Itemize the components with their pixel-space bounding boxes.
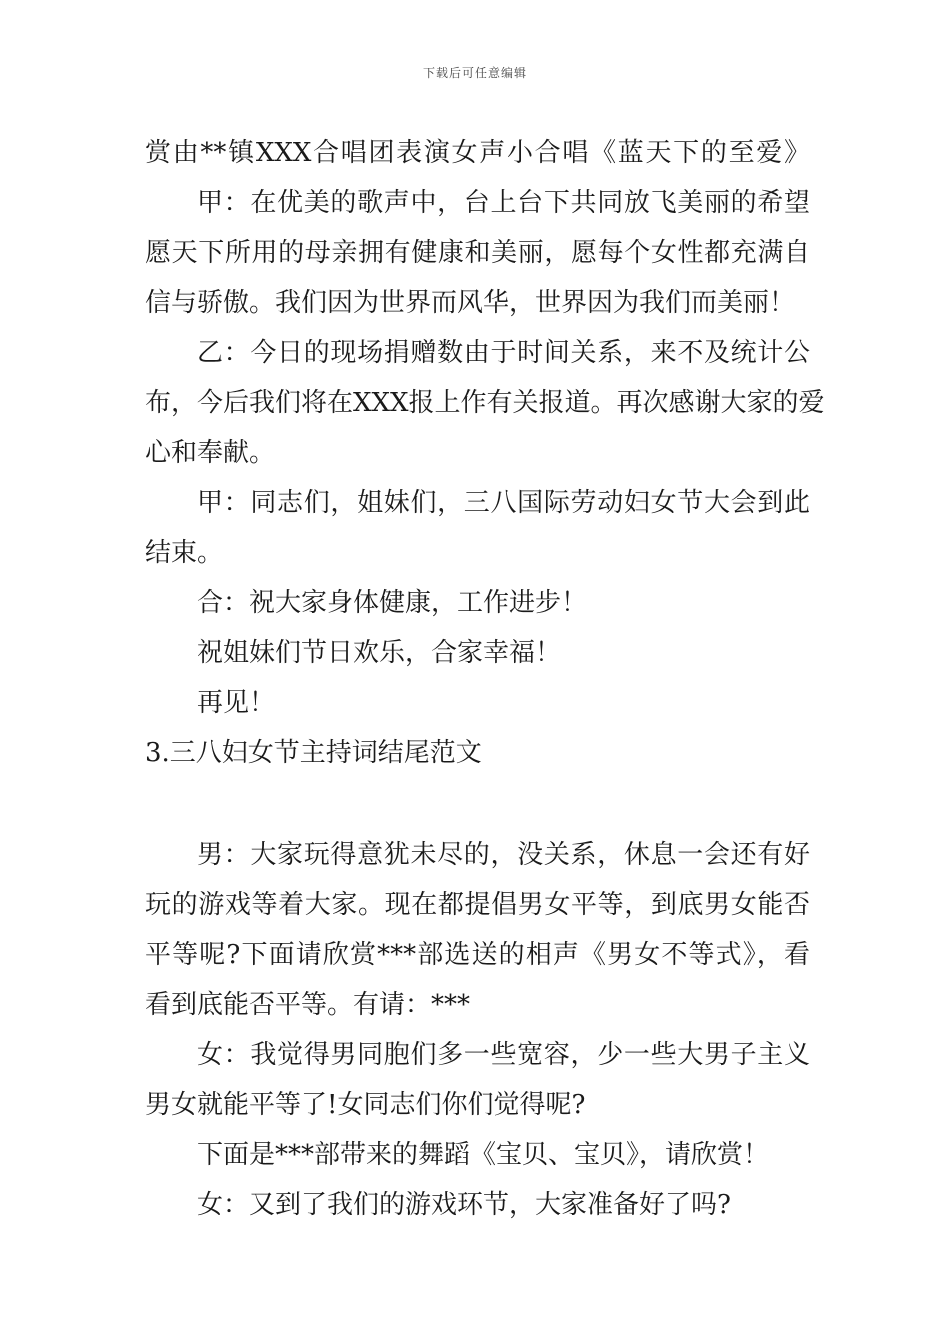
paragraph-line: 赏由**镇XXX合唱团表演女声小合唱《蓝天下的至爱》 <box>145 138 810 168</box>
paragraph-line: 结束。 <box>145 538 224 568</box>
paragraph-line: 信与骄傲。我们因为世界而风华，世界因为我们而美丽！ <box>145 288 796 318</box>
paragraph-line: 玩的游戏等着大家。现在都提倡男女平等，到底男女能否 <box>145 890 810 920</box>
paragraph-line: 心和奉献。 <box>145 438 276 468</box>
paragraph-line: 甲：在优美的歌声中，台上台下共同放飞美丽的希望 <box>197 188 810 218</box>
paragraph-line: 愿天下所用的母亲拥有健康和美丽，愿每个女性都充满自 <box>145 238 810 268</box>
paragraph-line: 女：又到了我们的游戏环节，大家准备好了吗? <box>197 1190 731 1220</box>
paragraph-line: 下面是***部带来的舞蹈《宝贝、宝贝》，请欣赏！ <box>197 1140 770 1170</box>
paragraph-line: 平等呢?下面请欣赏***部选送的相声《男女不等式》，看 <box>145 940 810 970</box>
paragraph-line: 乙：今日的现场捐赠数由于时间关系，来不及统计公 <box>197 338 810 368</box>
document-body <box>145 128 825 1230</box>
paragraph-line: 祝姐妹们节日欢乐，合家幸福！ <box>197 638 562 668</box>
paragraph-line: 再见！ <box>197 688 276 718</box>
paragraph-line: 看到底能否平等。有请：*** <box>145 990 471 1020</box>
paragraph-line: 甲：同志们，姐妹们，三八国际劳动妇女节大会到此 <box>197 488 810 518</box>
paragraph-line: 合：祝大家身体健康，工作进步！ <box>197 588 588 618</box>
paragraph-line: 男：大家玩得意犹未尽的，没关系，休息一会还有好 <box>197 840 810 870</box>
section-heading: 3.三八妇女节主持词结尾范文 <box>145 738 482 768</box>
paragraph-line: 布，今后我们将在XXX报上作有关报道。再次感谢大家的爱 <box>145 388 825 418</box>
paragraph-line: 女：我觉得男同胞们多一些宽容，少一些大男子主义 <box>197 1040 810 1070</box>
blank-space <box>145 778 810 830</box>
page-header: 下载后可任意编辑 <box>422 66 527 80</box>
paragraph-line: 男女就能平等了!女同志们你们觉得呢? <box>145 1090 586 1120</box>
